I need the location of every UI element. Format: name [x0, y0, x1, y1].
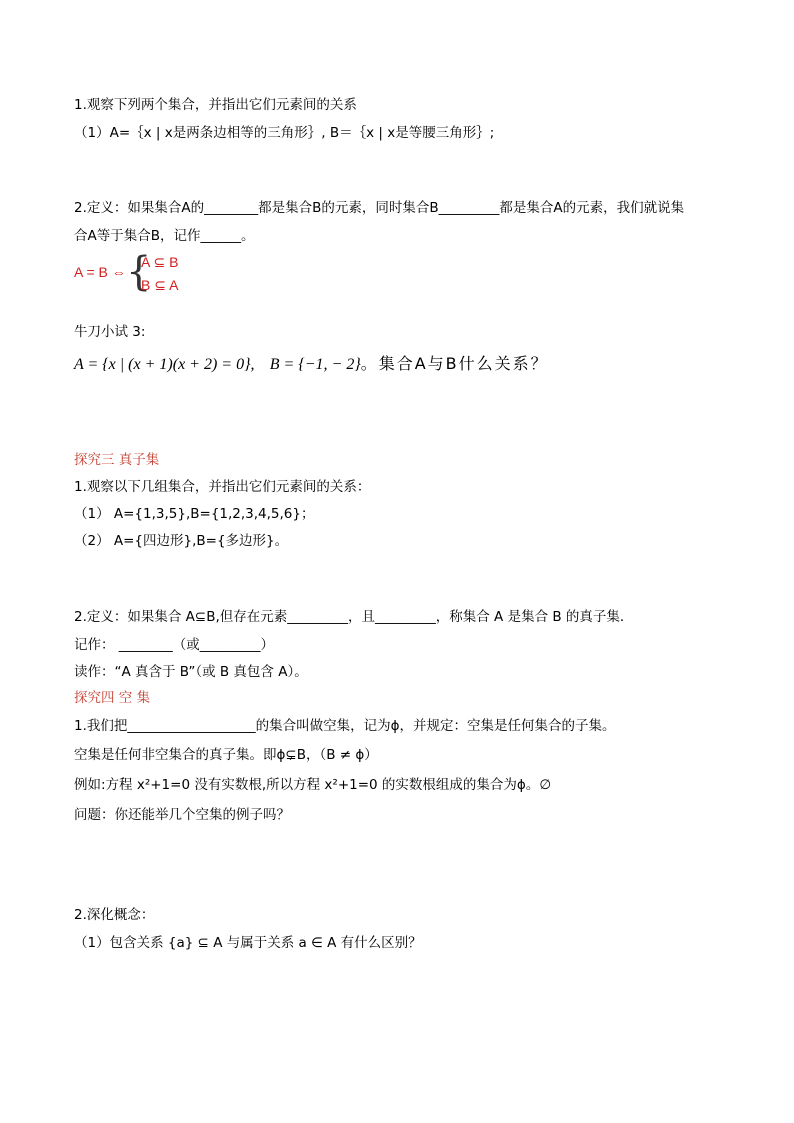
- s3-definition: 2.定义：如果集合 A⊆B,但存在元素_________，且_________，称集合 A 是集合 B 的真子集．: [74, 609, 634, 625]
- s2-definition-line1: 2.定义：如果集合A的________都是集合B的元素，同时集合B_________都是集合A的元素，我们就说集: [74, 200, 685, 216]
- s1-title: 1.观察下列两个集合，并指出它们元素间的关系: [74, 97, 357, 113]
- s3-question1: 1.观察以下几组集合，并指出它们元素间的关系：: [74, 479, 371, 495]
- equality-cases-formula: [74, 251, 194, 297]
- s4-question: 问题：你还能举几个空集的例子吗？: [74, 807, 290, 823]
- trial-set-a: A = {x | (x + 1)(x + 2) = 0},: [74, 356, 255, 373]
- s3-item1: （1） A={1,3,5},B={1,2,3,4,5,6}；: [74, 506, 315, 522]
- trial-label: 牛刀小试 3:: [74, 324, 146, 340]
- cases-row2: B ⊆ A: [141, 277, 179, 293]
- s4-definition: 1.我们把___________________的集合叫做空集，记为ϕ，并规定：空集是任何集合的子集。: [74, 718, 616, 734]
- s3-notation: 记作： ________（或_________）: [74, 637, 275, 653]
- s2-definition-line2: 合A等于集合B，记作______。: [74, 228, 255, 244]
- cases-row1: A ⊆ B: [141, 254, 179, 270]
- s4-deepen-heading: 2.深化概念：: [74, 907, 155, 923]
- s4-proper-subset: 空集是任何非空集合的真子集。即ϕ⊊B，（B ≠ ϕ）: [74, 747, 378, 763]
- s3-item2: （2） A={四边形},B={多边形}。: [74, 533, 289, 549]
- s4-deepen-item: （1）包含关系 {a} ⊆ A 与属于关系 a ∈ A 有什么区别？: [74, 935, 422, 951]
- cases-lhs: A = B ⇔: [74, 264, 126, 280]
- section4-title: 探究四 空 集: [74, 690, 151, 706]
- section3-title: 探究三 真子集: [74, 452, 160, 468]
- cases-brace: {: [126, 249, 152, 295]
- trial-question: 。集合A与B什么关系？: [360, 354, 549, 373]
- s4-example: 例如:方程 x²+1=0 没有实数根,所以方程 x²+1=0 的实数根组成的集合为ϕ。∅: [74, 777, 552, 793]
- s3-reading: 读作：“A 真含于 B”（或 B 真包含 A）。: [74, 664, 308, 680]
- trial-equation: [74, 353, 549, 376]
- trial-set-b: B = {−1, − 2}: [269, 356, 361, 373]
- s1-item: （1）A=｛x | x是两条边相等的三角形｝, B＝｛x | x是等腰三角形｝;: [74, 125, 495, 141]
